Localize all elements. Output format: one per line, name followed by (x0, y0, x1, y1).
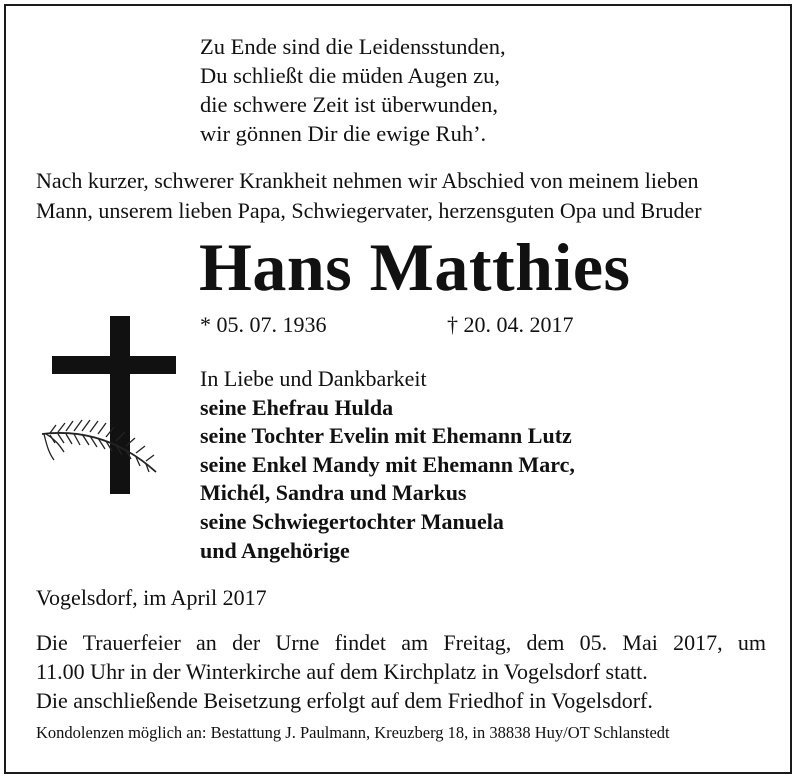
poem-line: wir gönnen Dir die ewige Ruh’. (200, 121, 487, 146)
mourner-line: seine Schwiegertochter Manuela (200, 508, 504, 534)
palm-branch-icon (42, 420, 156, 472)
mourner-line: seine Tochter Evelin mit Ehemann Lutz (200, 423, 572, 449)
poem (200, 32, 506, 148)
intro-line: Nach kurzer, schwerer Krankheit nehmen wir Abschied von meinem lieben (36, 168, 699, 193)
mourner-line: seine Enkel Mandy mit Ehemann Marc, (200, 451, 575, 477)
mourner-line: Michél, Sandra und Markus (200, 480, 467, 506)
mourner-line: und Angehörige (200, 537, 350, 563)
funeral-line: Die Trauerfeier an der Urne findet am Freitag, dem 05. Mai 2017, um (36, 630, 766, 655)
cross-vertical-beam (110, 316, 130, 494)
poem-line: Du schließt die müden Augen zu, (200, 63, 500, 88)
deceased-name: Hans Matthies (199, 229, 631, 305)
intro-text (36, 166, 766, 226)
intro-line: Mann, unserem lieben Papa, Schwiegervater, herzensguten Opa und Bruder (36, 198, 702, 223)
poem-line: Zu Ende sind die Leidensstunden, (200, 34, 506, 59)
funeral-line: Die anschließende Beisetzung erfolgt auf dem Friedhof in Vogelsdorf. (36, 688, 653, 713)
poem-line: die schwere Zeit ist überwunden, (200, 92, 499, 117)
funeral-info (36, 628, 766, 715)
mourners-intro: In Liebe und Dankbarkeit (200, 366, 427, 391)
funeral-line: 11.00 Uhr in der Winterkirche auf dem Kirchplatz in Vogelsdorf statt. (36, 659, 648, 684)
condolence-note: Kondolenzen möglich an: Bestattung J. Paulmann, Kreuzberg 18, in 38838 Huy/OT Schlanstedt (36, 723, 670, 742)
mourner-line: seine Ehefrau Hulda (200, 394, 394, 420)
death-date: † 20. 04. 2017 (447, 312, 574, 337)
place-date: Vogelsdorf, im April 2017 (36, 585, 267, 610)
cross-horizontal-beam (52, 356, 176, 374)
cross-icon (36, 312, 176, 502)
birth-date: * 05. 07. 1936 (200, 312, 327, 337)
mourners-block (200, 365, 575, 565)
